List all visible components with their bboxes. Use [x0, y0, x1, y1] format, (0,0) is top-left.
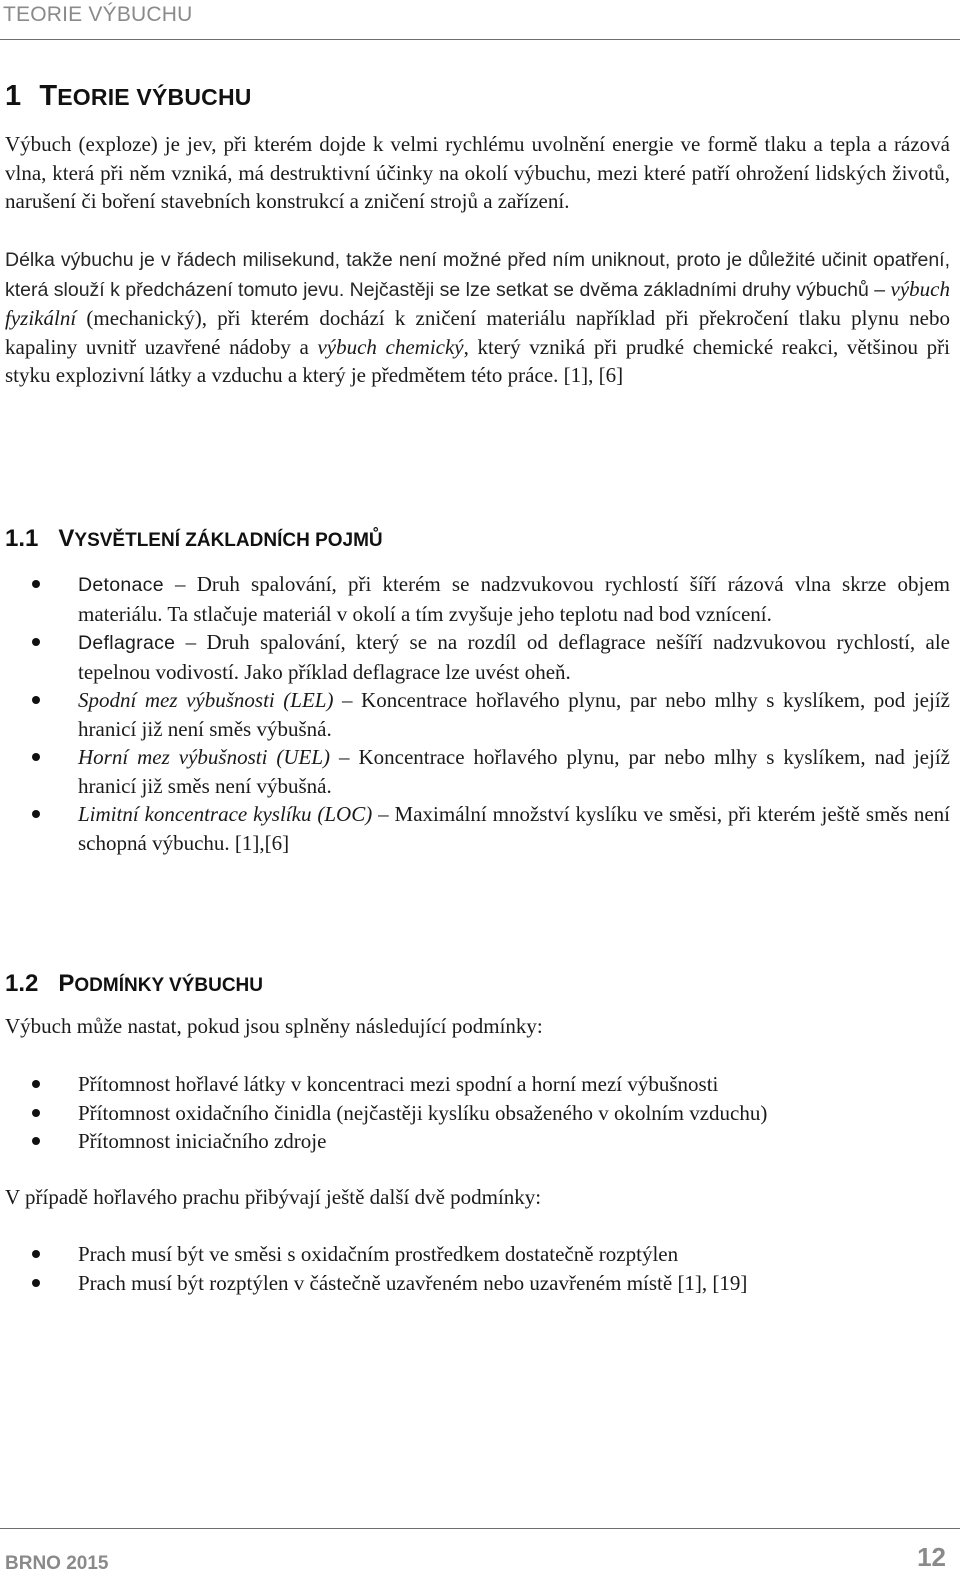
chapter-title-first: T	[39, 80, 58, 112]
condition-item	[5, 1070, 950, 1099]
page-number: 12	[917, 1542, 946, 1572]
footer-location-year: BRNO 2015	[5, 1553, 109, 1574]
paragraph-2-text-c: , který vzniká při prudké chemické reakci, většinou při styku explozivní látky a vzduchu a který je předmětem této práce. [1], [6]	[5, 334, 950, 387]
dust-condition-text: Prach musí být ve směsi s oxidačním prostředkem dostatečně rozptýlen	[78, 1242, 679, 1266]
section-1-2-heading	[5, 970, 263, 998]
bullet-icon	[32, 1137, 40, 1145]
condition-item	[5, 1099, 950, 1128]
bullet-icon	[32, 753, 40, 761]
section-1-1-title-rest: YSVĚTLENÍ ZÁKLADNÍCH POJMŮ	[74, 530, 383, 551]
running-footer	[0, 1528, 960, 1589]
definition-term: Horní mez výbušnosti (UEL)	[78, 745, 331, 769]
dust-conditions-list	[5, 1240, 950, 1297]
bullet-icon	[32, 638, 40, 646]
dust-conditions-intro: V případě hořlavého prachu přibývají ještě další dvě podmínky:	[5, 1185, 542, 1209]
bullet-icon	[32, 1080, 40, 1088]
condition-text: Přítomnost hořlavé látky v koncentraci mezi spodní a horní mezí výbušnosti	[78, 1072, 719, 1096]
condition-text: Přítomnost oxidačního činidla (nejčastěji kyslíku obsaženého v okolním vzduchu)	[78, 1100, 768, 1125]
condition-item	[5, 1127, 950, 1156]
chapter-heading	[5, 80, 252, 113]
section-1-1-heading	[5, 525, 383, 553]
bullet-icon	[32, 1109, 40, 1117]
dust-condition-text: Prach musí být rozptýlen v částečně uzavřeném nebo uzavřeném místě [1], [19]	[78, 1270, 748, 1295]
bullet-icon	[32, 1279, 40, 1287]
conditions-list	[5, 1070, 950, 1156]
definition-term: Spodní mez výbušnosti (LEL)	[78, 688, 334, 712]
chapter-number: 1	[5, 80, 22, 112]
running-header-title: TEORIE VÝBUCHU	[3, 3, 193, 26]
section-1-2-title-rest: ODMÍNKY VÝBUCHU	[74, 975, 263, 996]
paragraph-2-em-b: výbuch chemický	[317, 334, 464, 359]
bullet-icon	[32, 1250, 40, 1258]
chapter-paragraph-1: Výbuch (exploze) je jev, při kterém dojde k velmi rychlému uvolnění energie ve formě tlaku a tepla a rázová vlna, která při něm vzniká, má destruktivní účinky na okolí výbuchu, mezi které patří ohrožení lidských životů, narušení či boření stavebních konstrukcí a zničení strojů a zařízení.	[5, 132, 950, 213]
paragraph-2-text-a: Délka výbuchu je v řádech milisekund, takže není možné před ním uniknout, proto je důležité učinit opatření, která slouží k předcházení tomuto jevu. Nejčastěji se lze setkat se dvěma základními druhy výbuchů –	[5, 249, 950, 301]
definition-text: – Druh spalování, který se na rozdíl od deflagrace nešíří nadzvukovou rychlostí, ale tepelnou vodivostí. Jako příklad deflagrace lze uvést oheň.	[78, 630, 950, 684]
chapter-paragraph-2	[5, 245, 950, 390]
chapter-title-rest: EORIE VÝBUCHU	[57, 84, 252, 110]
condition-text: Přítomnost iniciačního zdroje	[78, 1129, 327, 1153]
definition-term: Limitní koncentrace kyslíku (LOC)	[78, 802, 373, 826]
definition-item	[5, 570, 950, 628]
section-1-2-number: 1.2	[5, 970, 39, 997]
paragraph-2-text-b: (mechanický), při kterém dochází k zničení materiálu například při překročení tlaku plynu nebo kapaliny uvnitř uzavřené nádoby a	[5, 306, 950, 359]
section-1-1-number: 1.1	[5, 525, 39, 552]
definition-text: – Koncentrace hořlavého plynu, par nebo mlhy s kyslíkem, pod jejíž hranicí již není směs výbušná.	[78, 688, 950, 741]
definition-term: Deflagrace	[78, 632, 176, 654]
definition-text: – Maximální množství kyslíku ve směsi, při kterém ještě směs není schopná výbuchu. [1],[6]	[78, 802, 950, 855]
definition-item	[5, 628, 950, 686]
running-header	[0, 0, 960, 40]
bullet-icon	[32, 580, 40, 588]
conditions-intro: Výbuch může nastat, pokud jsou splněny následující podmínky:	[5, 1014, 543, 1038]
dust-condition-item	[5, 1240, 950, 1269]
definition-item	[5, 743, 950, 800]
definitions-list	[5, 570, 950, 857]
definition-term: Detonace	[78, 574, 164, 596]
definition-text: – Koncentrace hořlavého plynu, par nebo mlhy s kyslíkem, nad jejíž hranicí již směs není výbušná.	[78, 745, 950, 798]
definition-item	[5, 800, 950, 857]
paragraph-2-em-a: výbuch fyzikální	[5, 276, 950, 330]
bullet-icon	[32, 696, 40, 704]
definition-item	[5, 686, 950, 743]
dust-condition-item	[5, 1269, 950, 1298]
section-1-1-title-first: V	[58, 525, 75, 552]
definition-text: – Druh spalování, při kterém se nadzvukovou rychlostí šíří rázová vlna skrze objem materiálu. Ta stlačuje materiál v okolí a tím zvyšuje jeho teplotu nad bod vznícení.	[78, 572, 950, 626]
section-1-2-title-first: P	[58, 970, 75, 997]
bullet-icon	[32, 810, 40, 818]
